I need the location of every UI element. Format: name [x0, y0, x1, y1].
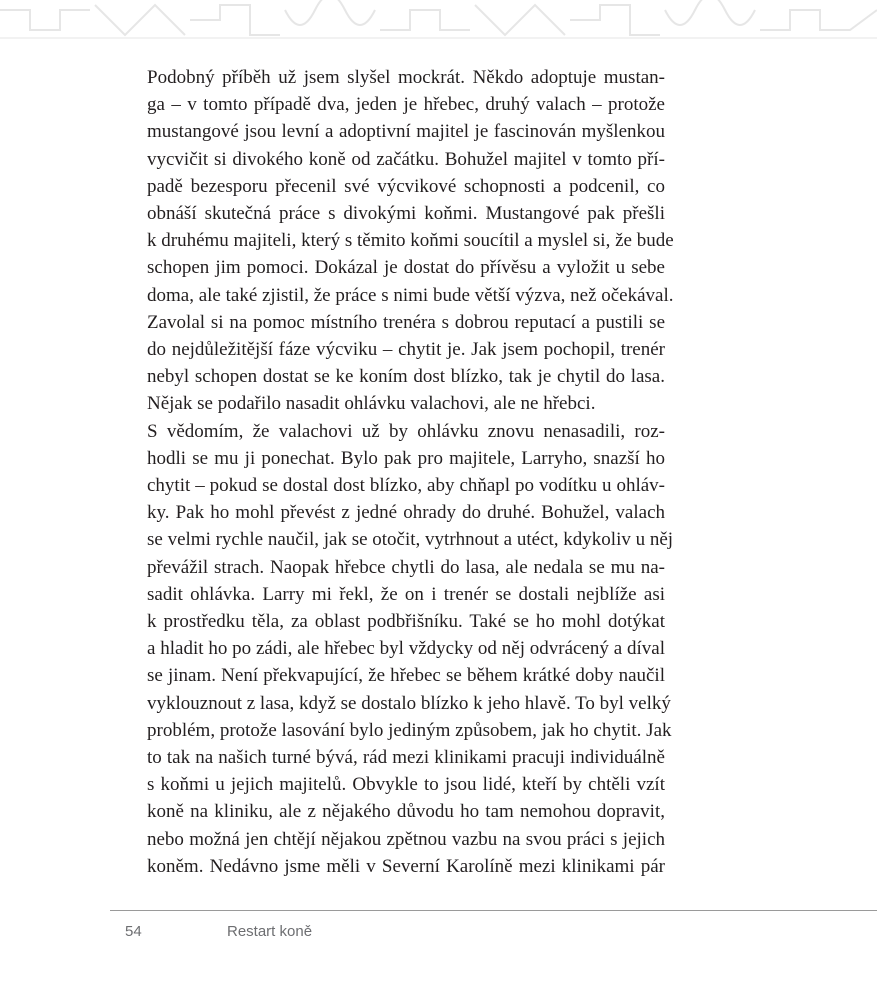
footer-divider [110, 910, 877, 911]
text-line: se velmi rychle naučil, jak se otočit, vytrhnout a utéct, kdykoliv u něj [147, 529, 674, 551]
text-line: převážil strach. Naopak hřebce chytli do lasa, ale nedala se mu na- [147, 556, 665, 578]
text-line: ky. Pak ho mohl převést z jedné ohrady do druhé. Bohužel, valach [147, 502, 665, 524]
paragraph-1 [125, 64, 674, 418]
text-line: a hladit ho po zádi, ale hřebec byl vždycky od něj odvrácený a díval [147, 638, 665, 660]
text-line: chytit – pokud se dostal dost blízko, aby chňapl po vodítku u ohláv- [147, 475, 665, 497]
text-line: S vědomím, že valachovi už by ohlávku znovu nenasadili, roz- [147, 420, 665, 442]
header-ornament-pattern [0, 0, 877, 44]
text-line: Zavolal si na pomoc místního trenéra s dobrou reputací a pustili se [147, 311, 665, 333]
text-line: s koňmi u jejich majitelů. Obvykle to jsou lidé, kteří by chtěli vzít [147, 774, 665, 796]
paragraph-2 [125, 418, 674, 880]
text-line: schopen jim pomoci. Dokázal je dostat do přívěsu a vyložit u sebe [147, 257, 665, 279]
text-line: mustangové jsou levní a adoptivní majitel je fascinován myšlenkou [147, 121, 665, 143]
text-line: koněm. Nedávno jsme měli v Severní Karolíně mezi klinikami pár [147, 855, 665, 877]
text-line: sadit ohlávka. Larry mi řekl, že on i trenér se dostali nejblíže asi [147, 583, 665, 605]
text-line: vycvičit si divokého koně od začátku. Bohužel majitel v tomto pří- [147, 148, 665, 170]
page-number: 54 [125, 923, 142, 940]
running-title: Restart koně [227, 923, 313, 940]
text-line: se jinam. Není překvapující, že hřebec se během krátké doby naučil [147, 665, 665, 687]
text-line: hodli se mu ji ponechat. Bylo pak pro majitele, Larryho, snazší ho [147, 447, 665, 469]
text-line: nebo možná jen chtějí nějakou zpětnou vazbu na svou práci s jejich [147, 828, 665, 850]
text-line: k druhému majiteli, který s těmito koňmi soucítil a myslel si, že bude [147, 230, 674, 252]
text-line: Podobný příběh už jsem slyšel mockrát. Někdo adoptuje mustan- [147, 67, 665, 88]
text-line: Nějak se podařilo nasadit ohlávku valachovi, ale ne hřebci. [147, 393, 596, 415]
body-text [125, 64, 674, 880]
text-line: k prostředku těla, za oblast podbřišníku. Také se ho mohl dotýkat [147, 611, 665, 633]
text-line: nebyl schopen dostat se ke koním dost blízko, tak je chytil do lasa. [147, 366, 665, 388]
text-line: obnáší skutečná práce s divokými koňmi. Mustangové pak přešli [147, 203, 665, 225]
text-line: do nejdůležitější fáze výcviku – chytit je. Jak jsem pochopil, trenér [147, 339, 665, 361]
text-line: doma, ale také zjistil, že práce s nimi bude větší výzva, než očekával. [147, 284, 674, 306]
text-line: koně na kliniku, ale z nějakého důvodu ho tam nemohou dopravit, [147, 801, 665, 823]
text-line: ga – v tomto případě dva, jeden je hřebec, druhý valach – protože [147, 94, 665, 116]
text-line: problém, protože lasování bylo jediným způsobem, jak ho chytit. Jak [147, 719, 672, 741]
text-line: padě bezesporu přecenil své výcvikové schopnosti a podcenil, co [147, 175, 665, 197]
text-line: vyklouznout z lasa, když se dostalo blízko k jeho hlavě. To byl velký [147, 692, 671, 714]
text-line: to tak na našich turné bývá, rád mezi klinikami pracuji individuálně [147, 747, 665, 769]
